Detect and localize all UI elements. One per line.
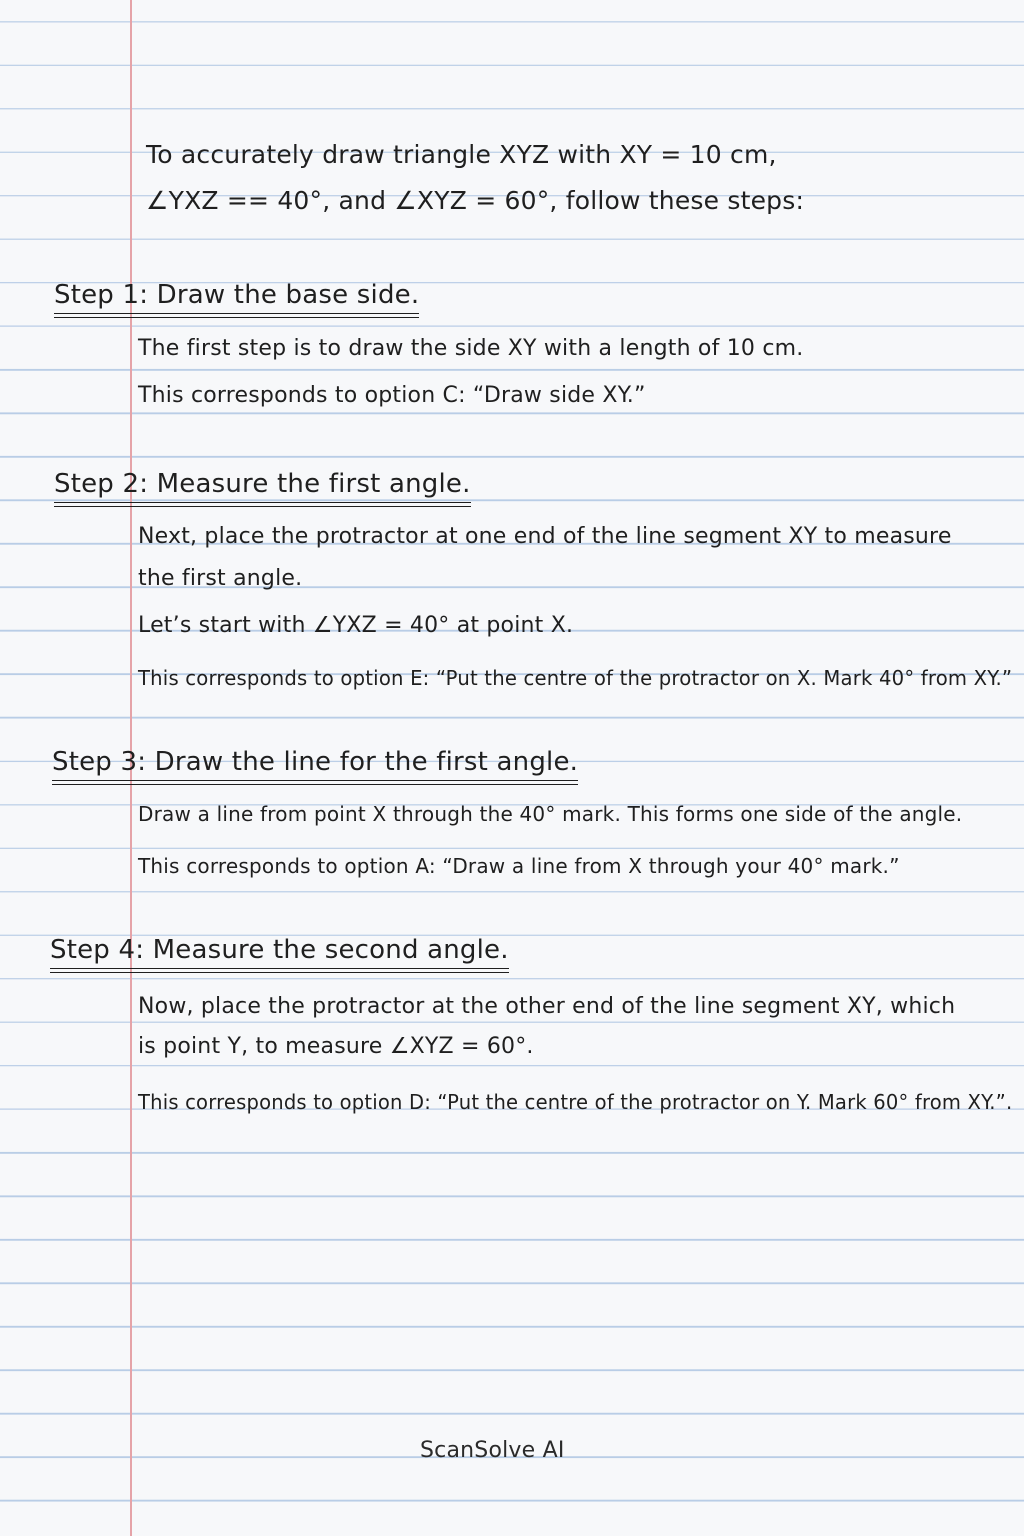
intro-line-1: To accurately draw triangle XYZ with XY = 10 cm, xyxy=(146,140,777,169)
step-2-line-4: This corresponds to option E: “Put the centre of the protractor on X. Mark 40° from XY.” xyxy=(138,666,1013,690)
footer-brand: ScanSolve AI xyxy=(420,1438,565,1463)
step-3-heading: Step 3: Draw the line for the first angle. xyxy=(52,747,578,781)
step-3-line-2: This corresponds to option A: “Draw a line from X through your 40° mark.” xyxy=(138,854,900,878)
step-3-line-1: Draw a line from point X through the 40° mark. This forms one side of the angle. xyxy=(138,802,963,826)
step-4-line-3: This corresponds to option D: “Put the centre of the protractor on Y. Mark 60° from XY.”. xyxy=(138,1090,1013,1114)
step-2-line-2: the first angle. xyxy=(138,566,303,591)
step-4-heading: Step 4: Measure the second angle. xyxy=(50,935,509,969)
step-4-line-1: Now, place the protractor at the other end of the line segment XY, which xyxy=(138,994,956,1019)
step-1-heading: Step 1: Draw the base side. xyxy=(54,280,419,314)
step-2-line-3: Let’s start with ∠YXZ = 40° at point X. xyxy=(138,613,574,638)
step-1-line-2: This corresponds to option C: “Draw side XY.” xyxy=(138,383,646,408)
step-4-line-2: is point Y, to measure ∠XYZ = 60°. xyxy=(138,1034,534,1059)
step-2-line-1: Next, place the protractor at one end of the line segment XY to measure xyxy=(138,524,952,549)
step-1-line-1: The first step is to draw the side XY with a length of 10 cm. xyxy=(138,336,804,361)
intro-line-2: ∠YXZ == 40°, and ∠XYZ = 60°, follow these steps: xyxy=(146,186,805,215)
step-2-heading: Step 2: Measure the first angle. xyxy=(54,469,471,503)
